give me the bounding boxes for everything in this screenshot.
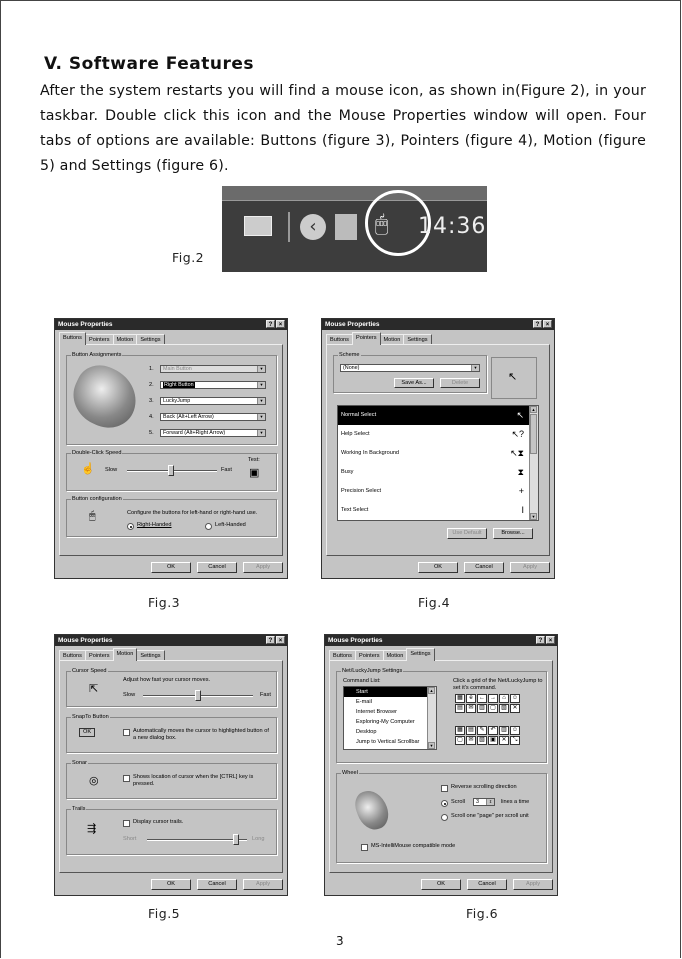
pointer-preview xyxy=(491,357,537,399)
trails-checkbox[interactable] xyxy=(123,820,130,827)
apply-button[interactable]: Apply xyxy=(510,562,550,573)
tab-buttons[interactable]: Buttons xyxy=(59,332,86,345)
tab-motion[interactable]: Motion xyxy=(113,648,138,661)
button-assignments-group: Button Assignments 1. Main Button ▼ 2. Right Button ▼ 3. LuckyJump ▼ 4. Back (Alt+Left Arrow) ▼ 5. Forward (Alt+Right Arrow) ▼ xyxy=(66,355,277,445)
ok-button[interactable]: OK xyxy=(151,562,191,573)
help-button[interactable]: ? xyxy=(536,636,545,644)
list-item[interactable]: Start xyxy=(344,687,436,697)
net-luckyjump-group: Net/LuckyJump Settings Command List: Start E-mail Internet Browser Exploring-My Computer Desktop Jump to Vertical Scrollbar ▲ ▼ Click a grid of the Net/LuckyJump to set it's command. ▦ e ← → ⌂ ☺ ▤ ✉ ▥ ▢ ▧ ✕ ▦ ▤ ✎ ↶ ▥ ☺ ▢ ✉ ▧ ▣ ✕ ⤡ xyxy=(336,671,547,763)
wheel-mouse-image xyxy=(351,786,393,834)
close-button[interactable]: × xyxy=(546,636,555,644)
tab-motion[interactable]: Motion xyxy=(383,650,408,661)
list-item[interactable]: Working In Background ↖⧗ xyxy=(341,448,524,458)
ok-button[interactable]: OK xyxy=(151,879,191,890)
dblclick-speed-slider[interactable] xyxy=(168,465,174,476)
tab-buttons[interactable]: Buttons xyxy=(59,650,86,661)
sonar-group: Sonar ◎ Shows location of cursor when the [CTRL] key is pressed. xyxy=(66,763,277,799)
dialog-title: Mouse Properties xyxy=(58,321,113,328)
snapto-checkbox[interactable] xyxy=(123,729,130,736)
list-item[interactable]: Jump to Vertical Scrollbar xyxy=(356,739,420,745)
mouse-properties-settings-dialog: Mouse Properties ? × Buttons Pointers Motion Settings Net/LuckyJump Settings Command List: Start E-mail Internet Browser Exploring-My Computer Desktop Jump to Vertical Scrollbar ▲ ▼ Click a grid of the Net/LuckyJump to set it's command. ▦ e ← → ⌂ ☺ ▤ ✉ ▥ ▢ ▧ ✕ ▦ ▤ ✎ ↶ ▥ ☺ ▢ ✉ ▧ ▣ ✕ ⤡ Wheel Reverse scrolling direction Scroll 3 ⇕ lines a time Scroll one "page" per scroll unit MS-IntelliMouse compatible mode OK Cancel Apply xyxy=(324,634,558,896)
keyboard-icon xyxy=(244,216,272,236)
right-handed-radio[interactable] xyxy=(127,523,134,530)
close-button[interactable]: × xyxy=(276,636,285,644)
button2-select[interactable]: Right Button ▼ xyxy=(160,381,266,389)
taskbar-screenshot xyxy=(222,186,487,272)
apply-button[interactable]: Apply xyxy=(243,562,283,573)
command-grid-top[interactable]: ▦ e ← → ⌂ ☺ ▤ ✉ ▥ ▢ ▧ ✕ xyxy=(455,694,520,713)
cursor-speed-slider[interactable] xyxy=(195,690,201,701)
mouse-icon: 🖱 xyxy=(89,510,96,522)
mouse-tray-icon: 🖱 xyxy=(375,212,389,237)
trails-icon: ⇶ xyxy=(87,823,97,835)
tab-pointers[interactable]: Pointers xyxy=(355,650,384,661)
tab-settings[interactable]: Settings xyxy=(136,650,164,661)
trails-group: Trails ⇶ Display cursor trails. Short Long xyxy=(66,809,277,855)
command-grid-bottom[interactable]: ▦ ▤ ✎ ↶ ▥ ☺ ▢ ✉ ▧ ▣ ✕ ⤡ xyxy=(455,726,520,745)
mouse-properties-motion-dialog: Mouse Properties ? × Buttons Pointers Motion Settings Cursor Speed ⇱ Adjust how fast your cursor moves. Slow Fast SnapTo Button OK Automatically moves the cursor to highlighted button of a new dialog box. Sonar ◎ Shows location of cursor when the [CTRL] key is pressed. Trails ⇶ Display cursor trails. Short Long OK Cancel Apply xyxy=(54,634,288,896)
arrow-pointer-icon: ↖ xyxy=(508,371,518,383)
apply-button[interactable]: Apply xyxy=(243,879,283,890)
scrollbar[interactable]: ▲ ▼ xyxy=(427,687,436,749)
cursor-speed-icon: ⇱ xyxy=(89,683,99,695)
snap-icon: OK xyxy=(79,728,95,737)
cancel-button[interactable]: Cancel xyxy=(467,879,507,890)
button3-select[interactable]: LuckyJump ▼ xyxy=(160,397,266,405)
browse-button[interactable]: Browse... xyxy=(493,528,533,539)
help-button[interactable]: ? xyxy=(266,636,275,644)
pointer-list xyxy=(337,405,539,521)
list-item[interactable]: Help Select ↖? xyxy=(341,429,524,439)
list-item[interactable]: Busy ⧗ xyxy=(341,467,524,477)
scheme-group: Scheme (None) ▼ Save As... Delete xyxy=(333,355,487,393)
help-button[interactable]: ? xyxy=(533,320,542,328)
cancel-button[interactable]: Cancel xyxy=(197,879,237,890)
help-button[interactable]: ? xyxy=(266,320,275,328)
back-arrow-icon: ‹ xyxy=(300,214,326,240)
fig4-caption: Fig.4 xyxy=(418,595,451,610)
sonar-icon: ◎ xyxy=(89,775,99,787)
left-handed-radio[interactable] xyxy=(205,523,212,530)
close-button[interactable]: × xyxy=(276,320,285,328)
divider xyxy=(288,212,290,242)
close-button[interactable]: × xyxy=(543,320,552,328)
fig3-caption: Fig.3 xyxy=(148,595,181,610)
list-item[interactable]: Normal Select ↖ xyxy=(338,406,538,425)
clock-time: 14:36 xyxy=(418,214,487,239)
list-item[interactable]: E-mail xyxy=(356,699,372,705)
reverse-scroll-checkbox[interactable] xyxy=(441,785,448,792)
button5-select[interactable]: Forward (Alt+Right Arrow) ▼ xyxy=(160,429,266,437)
command-list xyxy=(343,686,437,750)
hand-icon: ☝ xyxy=(81,463,95,475)
scroll-lines-input[interactable]: 3 ⇕ xyxy=(473,798,495,806)
fig2-caption: Fig.2 xyxy=(172,250,205,265)
tab-settings[interactable]: Settings xyxy=(136,334,164,345)
tab-buttons[interactable]: Buttons xyxy=(329,650,356,661)
ok-button[interactable]: OK xyxy=(421,879,461,890)
ms-mode-checkbox[interactable] xyxy=(361,844,368,851)
cancel-button[interactable]: Cancel xyxy=(464,562,504,573)
scroll-page-radio[interactable] xyxy=(441,814,448,821)
list-item[interactable]: Internet Browser xyxy=(356,709,398,715)
list-item[interactable]: Text Select I xyxy=(341,505,524,515)
mouse-properties-pointers-dialog: Mouse Properties ? × Buttons Pointers Motion Settings Scheme (None) ▼ Save As... Delete ↖ Normal Select ↖ Help Select ↖? Working In Background ↖⧗ Busy ⧗ Precision Select + Text Select I ▲ ▼ Use Default Browse... OK Cancel Apply xyxy=(321,318,555,579)
delete-button[interactable]: Delete xyxy=(440,378,480,388)
button-configuration-group: Button configuration 🖱 Configure the buttons for left-hand or right-hand use. Right-Handed Left-Handed xyxy=(66,499,277,537)
tab-settings[interactable]: Settings xyxy=(403,334,431,345)
list-item[interactable]: Desktop xyxy=(356,729,377,735)
tab-buttons[interactable]: Buttons xyxy=(326,334,353,345)
cancel-button[interactable]: Cancel xyxy=(197,562,237,573)
ok-button[interactable]: OK xyxy=(418,562,458,573)
tab-pointers[interactable]: Pointers xyxy=(85,650,114,661)
tab-pointers[interactable]: Pointers xyxy=(85,334,114,345)
network-icon xyxy=(335,214,357,240)
button1-select[interactable]: Main Button ▼ xyxy=(160,365,266,373)
scroll-lines-radio[interactable] xyxy=(441,800,448,807)
button4-select[interactable]: Back (Alt+Left Arrow) ▼ xyxy=(160,413,266,421)
fig5-caption: Fig.5 xyxy=(148,906,181,921)
tab-pointers[interactable]: Pointers xyxy=(352,332,381,345)
trails-slider[interactable] xyxy=(233,834,239,845)
list-item[interactable]: Exploring-My Computer xyxy=(356,719,415,725)
mouse-image xyxy=(64,357,147,437)
apply-button[interactable]: Apply xyxy=(513,879,553,890)
intro-paragraph: After the system restarts you will find a mouse icon, as shown in(Figure 2), in your taskbar. Double click this icon and the Mouse Properties window will open. Four tabs of options are available: Buttons (figure 3), Pointers (figure 4), Motion (figure 5) and Settings (figure 6). xyxy=(40,83,646,174)
section-heading: V. Software Features xyxy=(44,54,254,74)
sonar-checkbox[interactable] xyxy=(123,775,130,782)
tab-motion[interactable]: Motion xyxy=(380,334,405,345)
scrollbar[interactable]: ▲ ▼ xyxy=(529,406,538,520)
list-item[interactable]: Precision Select + xyxy=(341,486,524,496)
wheel-group: Wheel Reverse scrolling direction Scroll 3 ⇕ lines a time Scroll one "page" per scroll unit MS-IntelliMouse compatible mode xyxy=(336,773,547,863)
test-box-icon[interactable]: ▣ xyxy=(249,467,260,479)
snapto-group: SnapTo Button OK Automatically moves the cursor to highlighted button of a new dialog box. xyxy=(66,717,277,753)
save-as-button[interactable]: Save As... xyxy=(394,378,434,388)
tab-motion[interactable]: Motion xyxy=(113,334,138,345)
use-default-button[interactable]: Use Default xyxy=(447,528,487,539)
page-number: 3 xyxy=(336,934,344,948)
fig6-caption: Fig.6 xyxy=(466,906,499,921)
tab-settings[interactable]: Settings xyxy=(406,648,434,661)
mouse-properties-buttons-dialog xyxy=(54,318,288,579)
scheme-select[interactable]: (None) ▼ xyxy=(340,364,480,372)
cursor-speed-group: Cursor Speed ⇱ Adjust how fast your cursor moves. Slow Fast xyxy=(66,671,277,707)
double-click-speed-group: Double-Click Speed ☝ Slow Fast Test: ▣ xyxy=(66,453,277,491)
